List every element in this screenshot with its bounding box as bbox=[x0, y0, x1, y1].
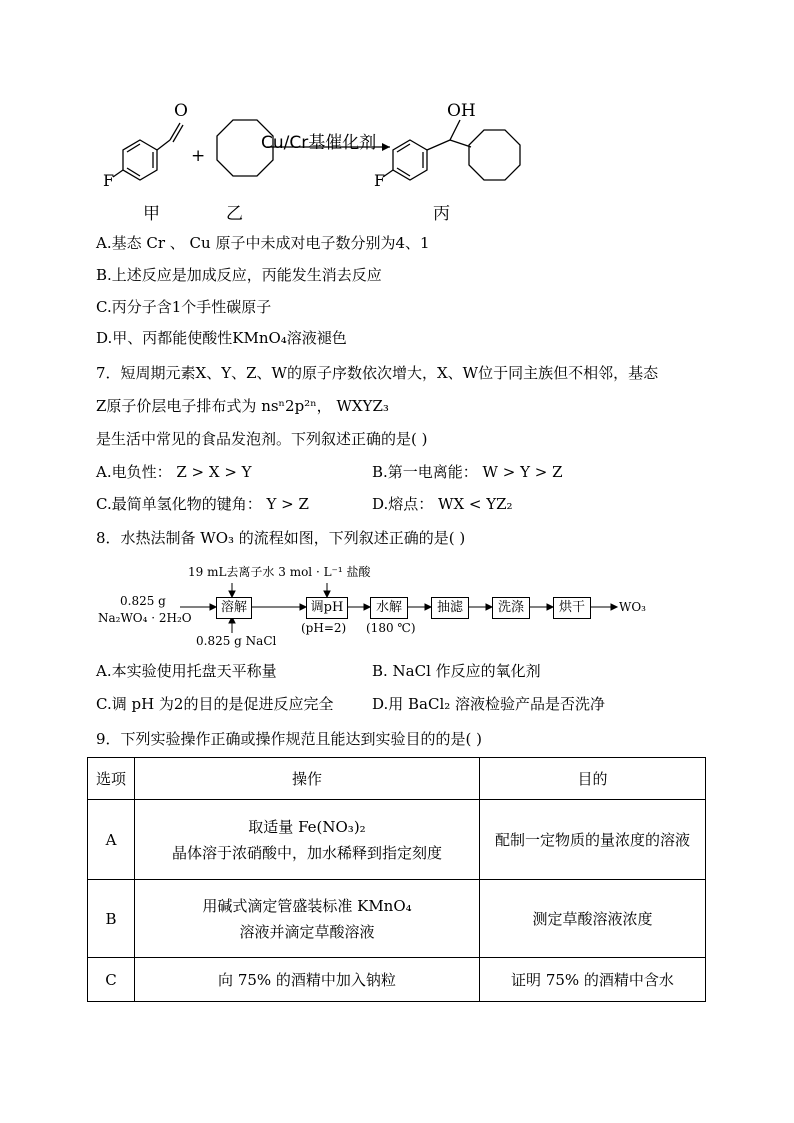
flow-step-hydrolysis: 水解 bbox=[370, 597, 408, 619]
q9-stem: 9．下列实验操作正确或操作规范且能达到实验目的的是( ) bbox=[96, 730, 483, 748]
row-operation-line-1: 用碱式滴定管盛装标准 KMnO₄ bbox=[202, 896, 412, 915]
q6-option-b: B.上述反应是加成反应，丙能发生消去反应 bbox=[96, 266, 382, 284]
plus-sign: + bbox=[191, 146, 206, 166]
atom-F-label-2: F bbox=[374, 171, 386, 190]
q8-stem: 8．水热法制备 WO₃ 的流程如图，下列叙述正确的是( ) bbox=[96, 529, 466, 547]
row-option: B bbox=[88, 880, 135, 958]
row-operation: 向 75% 的酒精中加入钠粒 bbox=[135, 958, 480, 1002]
atom-OH-label: OH bbox=[447, 101, 476, 121]
flow-input-top: 19 mL去离子水 3 mol · L⁻¹ 盐酸 bbox=[188, 565, 371, 579]
reactant-2-name: 乙 bbox=[226, 204, 243, 224]
flow-step-adjust-ph: 调pH bbox=[306, 597, 348, 619]
atom-O-label: O bbox=[174, 101, 188, 121]
row-operation-line-2: 晶体溶于浓硝酸中，加水稀释到指定刻度 bbox=[171, 843, 442, 862]
row-operation bbox=[135, 800, 480, 880]
q7-stem-3: 是生活中常见的食品发泡剂。下列叙述正确的是( ) bbox=[96, 430, 428, 448]
q7-option-c: C.最简单氢化物的键角： Y > Z bbox=[96, 495, 309, 513]
table-row bbox=[88, 800, 706, 880]
header-goal: 目的 bbox=[480, 758, 706, 800]
row-goal: 配制一定物质的量浓度的溶液 bbox=[480, 800, 706, 880]
flow-input-bottom: 0.825 g NaCl bbox=[196, 634, 277, 648]
q7-stem-1: 7．短周期元素X、Y、Z、W的原子序数依次增大，X、W位于同主族但不相邻，基态 bbox=[96, 364, 659, 382]
catalyst-label: Cu/Cr基催化剂 bbox=[261, 133, 377, 153]
flow-step-dissolve: 溶解 bbox=[216, 597, 252, 619]
q8-option-d: D.用 BaCl₂ 溶液检验产品是否洗净 bbox=[372, 695, 606, 713]
flow-input-left-2: Na₂WO₄ · 2H₂O bbox=[98, 611, 192, 625]
row-goal: 证明 75% 的酒精中含水 bbox=[480, 958, 706, 1002]
row-operation-line-2: 溶液并滴定草酸溶液 bbox=[239, 922, 375, 941]
q7-option-d: D.熔点： WX < YZ₂ bbox=[372, 495, 513, 513]
product-structure bbox=[383, 120, 520, 180]
flow-step-wash: 洗涤 bbox=[492, 597, 530, 619]
header-operation: 操作 bbox=[135, 758, 480, 800]
row-option: C bbox=[88, 958, 135, 1002]
flow-note-ph: (pH=2) bbox=[301, 621, 347, 635]
flow-note-temp: (180 ℃) bbox=[366, 621, 416, 635]
q8-option-b: B. NaCl 作反应的氧化剂 bbox=[372, 662, 541, 680]
q7-option-b: B.第一电离能： W > Y > Z bbox=[372, 463, 563, 481]
flow-connectors bbox=[180, 575, 680, 635]
table-row bbox=[88, 880, 706, 958]
table-row bbox=[88, 958, 706, 1002]
flow-output: WO₃ bbox=[619, 600, 646, 614]
reactant-1-structure bbox=[113, 123, 183, 180]
flow-input-left-1: 0.825 g bbox=[120, 594, 166, 608]
q6-option-a: A.基态 Cr 、 Cu 原子中未成对电子数分别为4、1 bbox=[96, 234, 430, 252]
row-operation-line-1: 取适量 Fe(NO₃)₂ bbox=[248, 817, 366, 836]
table-header-row bbox=[88, 758, 706, 800]
row-goal: 测定草酸溶液浓度 bbox=[480, 880, 706, 958]
q6-option-c: C.丙分子含1个手性碳原子 bbox=[96, 298, 272, 316]
flow-step-dry: 烘干 bbox=[553, 597, 591, 619]
q7-option-a: A.电负性： Z > X > Y bbox=[96, 463, 252, 481]
q9-table bbox=[87, 757, 706, 1002]
header-option: 选项 bbox=[88, 758, 135, 800]
row-operation bbox=[135, 880, 480, 958]
q8-option-a: A.本实验使用托盘天平称量 bbox=[96, 662, 277, 680]
reactant-1-name: 甲 bbox=[143, 204, 160, 224]
q8-option-c: C.调 pH 为2的目的是促进反应完全 bbox=[96, 695, 334, 713]
flow-step-filter: 抽滤 bbox=[431, 597, 469, 619]
product-name: 丙 bbox=[433, 204, 450, 224]
q7-stem-2: Z原子价层电子排布式为 nsⁿ2p²ⁿ， WXYZ₃ bbox=[96, 397, 389, 415]
atom-F-label-1: F bbox=[103, 171, 115, 190]
q6-option-d: D.甲、丙都能使酸性KMnO₄溶液褪色 bbox=[96, 329, 347, 347]
row-option: A bbox=[88, 800, 135, 880]
